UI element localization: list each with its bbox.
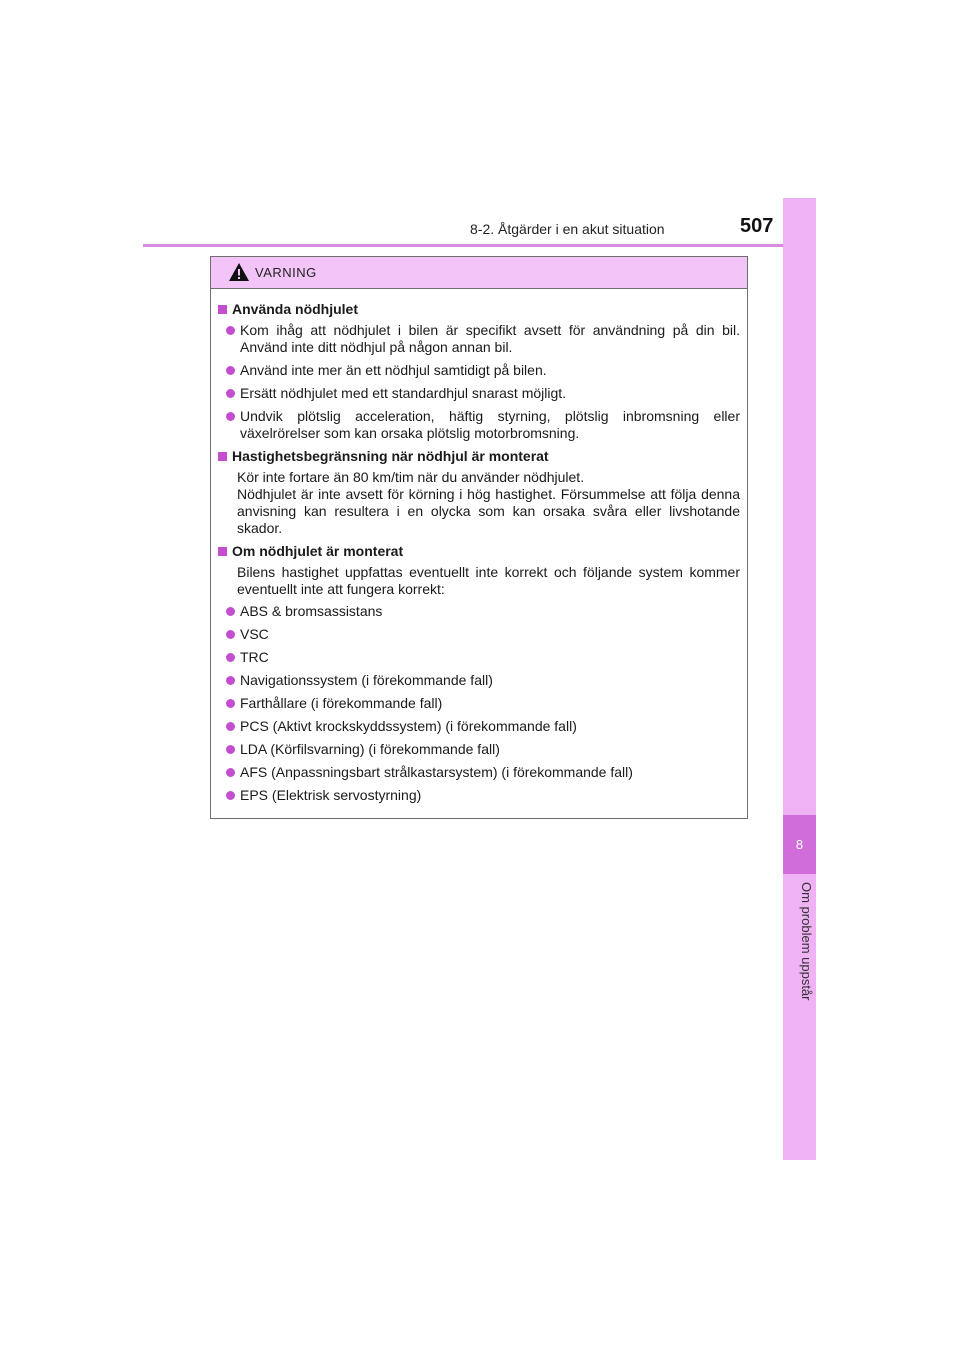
- round-bullet-icon: [226, 653, 235, 662]
- section-heading: Hastighetsbegränsning när nödhjul är monterat: [217, 448, 740, 465]
- list-item: PCS (Aktivt krockskyddssystem) (i förekommande fall): [217, 718, 740, 735]
- round-bullet-icon: [226, 412, 235, 421]
- warning-triangle-icon: [228, 262, 250, 282]
- section-title: 8-2. Åtgärder i en akut situation: [470, 221, 665, 237]
- section-using-spare: [217, 301, 740, 442]
- chapter-number-tab: 8: [783, 815, 816, 874]
- round-bullet-icon: [226, 630, 235, 639]
- round-bullet-icon: [226, 745, 235, 754]
- list-item: Ersätt nödhjulet med ett standardhjul snarast möjligt.: [217, 385, 740, 402]
- round-bullet-icon: [226, 366, 235, 375]
- warning-box: [210, 256, 748, 819]
- warning-title: VARNING: [255, 265, 317, 280]
- list-item: VSC: [217, 626, 740, 643]
- paragraph: Bilens hastighet uppfattas eventuellt inte korrekt och följande system kommer eventuellt inte att fungera korrekt:: [237, 564, 740, 597]
- round-bullet-icon: [226, 791, 235, 800]
- list-item: Kom ihåg att nödhjulet i bilen är specifikt avsett för användning på din bil. Använd inte ditt nödhjul på någon annan bil.: [217, 322, 740, 356]
- paragraph: Kör inte fortare än 80 km/tim när du använder nödhjulet.: [237, 469, 585, 485]
- list-item: LDA (Körfilsvarning) (i förekommande fall): [217, 741, 740, 758]
- warning-body: [211, 289, 747, 804]
- list-item: TRC: [217, 649, 740, 666]
- square-bullet-icon: [218, 452, 227, 461]
- list-item: AFS (Anpassningsbart strålkastarsystem) (i förekommande fall): [217, 764, 740, 781]
- list-item: EPS (Elektrisk servostyrning): [217, 787, 740, 804]
- affected-systems-list: [217, 603, 740, 804]
- round-bullet-icon: [226, 699, 235, 708]
- section-heading: Använda nödhjulet: [217, 301, 740, 318]
- square-bullet-icon: [218, 547, 227, 556]
- round-bullet-icon: [226, 768, 235, 777]
- list-item: ABS & bromsassistans: [217, 603, 740, 620]
- paragraph: Nödhjulet är inte avsett för körning i hög hastighet. Försummelse att följa denna anvisning kan resultera i en olycka som kan orsaka svåra eller livshotande skador.: [237, 486, 740, 536]
- section-speed-limit: [217, 448, 740, 537]
- list-item: Använd inte mer än ett nödhjul samtidigt på bilen.: [217, 362, 740, 379]
- section-spare-mounted: [217, 543, 740, 804]
- round-bullet-icon: [226, 326, 235, 335]
- chapter-side-tab: [783, 198, 816, 1160]
- list-item: Farthållare (i förekommande fall): [217, 695, 740, 712]
- header-divider: [143, 244, 816, 247]
- round-bullet-icon: [226, 607, 235, 616]
- list-item: Navigationssystem (i förekommande fall): [217, 672, 740, 689]
- round-bullet-icon: [226, 676, 235, 685]
- chapter-side-label: Om problem uppstår: [799, 882, 814, 1001]
- square-bullet-icon: [218, 305, 227, 314]
- round-bullet-icon: [226, 389, 235, 398]
- section-heading: Om nödhjulet är monterat: [217, 543, 740, 560]
- list-item: Undvik plötslig acceleration, häftig styrning, plötslig inbromsning eller växelrörelser som kan orsaka plötslig motorbromsning.: [217, 408, 740, 442]
- round-bullet-icon: [226, 722, 235, 731]
- warning-header: [211, 257, 747, 289]
- page-number: 507: [740, 215, 774, 237]
